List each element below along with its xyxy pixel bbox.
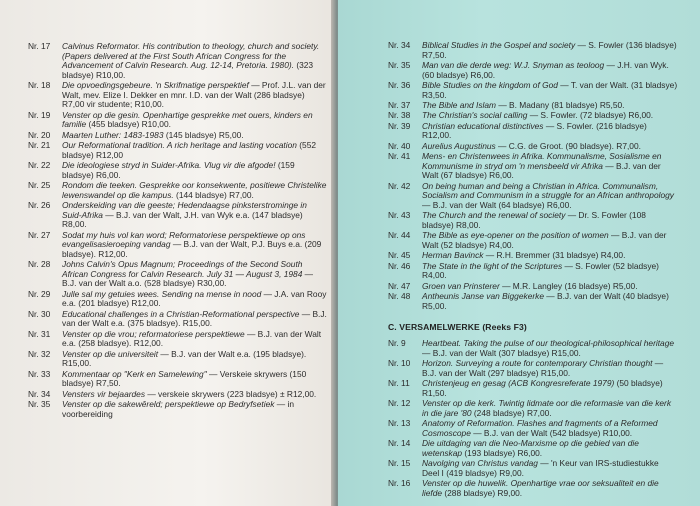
entry-text	[422, 251, 678, 261]
entry-number: Nr. 18	[28, 80, 51, 91]
entry-details: (552 bladsye) R12,00	[62, 140, 317, 160]
entry-details: — J.H. van Wyk. (60 bladsye) R6,00.	[422, 59, 669, 80]
entry-text	[62, 141, 328, 160]
entry-title: The State in the light of the Scriptures	[422, 260, 563, 271]
catalog-entry	[388, 111, 678, 121]
entry-details: (144 bladsye) R7,00.	[173, 189, 254, 200]
entry-text	[62, 161, 328, 180]
catalog-entry	[388, 182, 678, 211]
catalog-entry	[388, 81, 678, 100]
entry-details: — C.G. de Groot. (90 bladsye). R7,00.	[495, 140, 641, 151]
entry-number: Nr. 22	[28, 160, 51, 171]
entry-number: Nr. 45	[388, 250, 411, 261]
entry-details: — in voorbereiding	[62, 399, 294, 419]
entry-text	[62, 81, 328, 110]
entry-title: Vensters vir bejaardes	[62, 388, 146, 399]
entry-number: Nr. 33	[28, 368, 51, 379]
entry-number: Nr. 30	[28, 308, 51, 319]
entry-number: Nr. 41	[388, 151, 411, 162]
entry-title: Die opvoedingsgebeure. 'n Skrifmatige perspektief	[62, 80, 249, 91]
entry-number: Nr. 25	[28, 180, 51, 191]
entry-text	[422, 41, 678, 60]
catalog-entry	[28, 42, 328, 80]
catalog-entry	[388, 282, 678, 292]
catalog-entry	[388, 439, 678, 458]
entry-title: Johns Calvin's Opus Magnum; Proceedings of the Second South African Congress for Calvin Research. July 31 — August 3, 1984	[62, 259, 303, 279]
catalog-entry	[388, 339, 678, 358]
entry-number: Nr. 29	[28, 288, 51, 299]
entry-details: — B.J. van der Walt e.a. (375 bladsye). R15,00.	[62, 308, 327, 329]
entry-title: Die ideologiese stryd in Suider-Afrika. Vlug vir die afgode!	[62, 160, 276, 171]
entry-details: — B.J. van der Walt (64 bladsye) R6,00.	[422, 199, 572, 210]
catalog-entry	[388, 459, 678, 478]
catalog-entry	[388, 152, 678, 181]
entry-number: Nr. 14	[388, 438, 411, 449]
catalog-entry	[388, 399, 678, 418]
entry-details: — 'n Keur van IRS-studiestukke Deel I (419 bladsye) R9,00.	[422, 458, 659, 478]
entry-text	[62, 370, 328, 389]
entry-number: Nr. 47	[388, 280, 411, 291]
entry-details: (288 bladsye) R9,00.	[442, 487, 523, 498]
entry-number: Nr. 11	[388, 378, 410, 389]
entry-details: — R.H. Bremmer (31 bladsye) R4,00.	[483, 250, 626, 261]
entry-title: Herman Bavinck	[422, 250, 484, 261]
entry-number: Nr. 17	[28, 41, 51, 51]
entry-number: Nr. 48	[388, 291, 411, 301]
entry-text	[62, 131, 328, 141]
catalog-entry	[28, 161, 328, 180]
entry-title: Maarten Luther: 1483-1983	[62, 129, 164, 140]
entry-number: Nr. 42	[388, 180, 411, 191]
entry-number: Nr. 37	[388, 99, 411, 110]
catalog-entry	[28, 201, 328, 230]
entry-text	[422, 211, 678, 230]
entry-text	[62, 350, 328, 369]
catalog-entry	[388, 41, 678, 60]
entry-text	[62, 390, 328, 400]
entry-number: Nr. 9	[388, 338, 406, 349]
entry-text	[422, 182, 678, 211]
entry-text	[422, 439, 678, 458]
entry-number: Nr. 15	[388, 458, 411, 469]
catalog-entry	[388, 251, 678, 261]
catalog-entry	[388, 231, 678, 250]
entry-number: Nr. 35	[388, 59, 411, 70]
right-page	[338, 0, 700, 506]
entry-details: (145 bladsye) R5,00.	[163, 129, 244, 140]
entry-title: Navolging van Christus vandag	[422, 458, 538, 469]
entry-text	[62, 290, 328, 309]
entry-text	[62, 310, 328, 329]
entry-title: Sodat my huis vol kan word; Reformatoriese perspektiewe op ons evangelisasieroeping vandag	[62, 229, 306, 250]
entry-details: — J.A. van Rooy e.a. (201 bladsye) R12,00.	[62, 288, 327, 309]
entry-text	[422, 101, 678, 111]
entry-details: — B.J. van der Walt, J.H. van Wyk e.a. (147 bladsye) R8,00.	[62, 209, 303, 230]
entry-text	[422, 111, 678, 121]
entry-details: — Prof. J.L. van der Walt, mev. Elize I. Dekker en mnr. I.D. van der Walt (286 bladsye) R7,00 vir studente; R10,00.	[62, 80, 326, 110]
entry-details: — B.J. van der Walt, P.J. Buys e.a. (209 bladsye). R12,00.	[62, 239, 322, 259]
entry-details: — S. Fowler (136 bladsye) R7,50.	[422, 40, 677, 60]
entry-text	[62, 260, 328, 289]
entry-title: Julle sal my getuies wees. Sending na mense in nood	[62, 288, 262, 299]
entry-number: Nr. 36	[388, 79, 411, 90]
entry-details: — Dr. S. Fowler (108 bladsye) R8,00.	[422, 210, 646, 230]
catalog-entry	[388, 262, 678, 281]
entry-number: Nr. 20	[28, 129, 51, 140]
entry-number: Nr. 19	[28, 109, 51, 120]
entry-title: Venster op die sakewêreld; perspektiewe op Bedryfsetiek	[62, 399, 275, 410]
entry-number: Nr. 43	[388, 210, 411, 221]
entry-details: — B.J. van der Walt (297 bladsye) R15,00.	[422, 358, 664, 378]
entry-title: Die uitdaging van die Neo-Marxisme op die gebied van die wetenskap	[422, 438, 639, 458]
entry-number: Nr. 21	[28, 140, 51, 151]
entry-number: Nr. 27	[28, 229, 51, 240]
entry-title: The Bible and Islam	[422, 99, 497, 110]
entry-number: Nr. 12	[388, 398, 411, 409]
entry-number: Nr. 35	[28, 399, 51, 410]
catalog-entry	[28, 81, 328, 110]
entry-text	[422, 282, 678, 292]
entry-details: — S. Fowler. (72 bladsye) R6,00.	[527, 110, 654, 121]
entry-title: Calvinus Reformator. His contribution to theology, church and society. (Papers delivered at the First South African Congress for the Advancement of Calvin Research. Aug. 12-14, Pretoria. 1980).	[62, 41, 320, 71]
entry-details: — B.J. van der Walt (542 bladsye) R10,00.	[470, 427, 633, 438]
catalog-entry	[388, 142, 678, 152]
entry-details: — S. Fowler (52 bladsye) R4,00.	[422, 260, 659, 281]
entry-details: (50 bladsye) R1,50.	[422, 378, 663, 398]
entry-title: Rondom die teeken. Gesprekke oor konsekwente, positiewe Christelike lewenswandel op die kampus.	[62, 180, 327, 200]
entry-title: Venster op die huwelik. Openhartige vrae oor seksualiteit en die liefde	[422, 478, 659, 498]
entry-text	[422, 292, 678, 311]
entry-title: Man van die derde weg: W.J. Snyman as teoloog	[422, 59, 605, 70]
entry-number: Nr. 44	[388, 230, 411, 241]
entry-details: — B.J. van der Walt (67 bladsye) R6,00.	[422, 160, 661, 181]
catalog-entry	[28, 390, 328, 400]
catalog-entry	[28, 111, 328, 130]
entry-text	[422, 339, 678, 358]
entry-title: Antheunis Janse van Biggekerke	[422, 291, 544, 301]
entry-text	[62, 400, 328, 419]
entry-number: Nr. 38	[388, 110, 411, 121]
catalog-entry	[28, 350, 328, 369]
entry-text	[422, 479, 678, 498]
entry-title: Anatomy of Reformation. Flashes and fragments of a Reformed Cosmoscope	[422, 418, 658, 438]
entry-details: (455 bladsye) R10,00.	[86, 119, 171, 130]
entry-number: Nr. 46	[388, 260, 411, 271]
entry-title: Heartbeat. Taking the pulse of our theological-philosophical heritage	[422, 338, 675, 349]
entry-number: Nr. 39	[388, 120, 411, 131]
entry-number: Nr. 31	[28, 328, 51, 339]
entry-title: The Bible as eye-opener on the position of women	[422, 230, 609, 241]
entry-text	[62, 231, 328, 260]
entry-details: — B.J. van der Walt (307 bladsye) R15,00.	[422, 347, 581, 358]
entry-title: Christenjeug en gesag (ACB Kongresreferate 1979)	[422, 378, 615, 389]
entry-details: (248 bladsye) R7,00.	[471, 407, 552, 418]
catalog-entry	[388, 359, 678, 378]
entry-text	[422, 379, 678, 398]
entry-text	[422, 81, 678, 100]
entry-title: Mens- en Christenwees in Afrika. Kommunalisme, Sosialisme en Kommunisme in stryd om 'n mensbeeld vir Afrika	[422, 151, 662, 171]
catalog-entry	[28, 310, 328, 329]
entry-number: Nr. 13	[388, 418, 411, 429]
entry-number: Nr. 34	[28, 388, 51, 399]
entry-details: — B.J. van der Walt e.a. (195 bladsye). R15,00.	[62, 348, 307, 369]
entry-details: (193 bladsye) R6,00.	[462, 447, 543, 458]
catalog-entry	[388, 419, 678, 438]
entry-title: Kommentaar op "Kerk en Samelewing"	[62, 368, 207, 379]
catalog-entry	[388, 292, 678, 311]
catalog-entry	[28, 370, 328, 389]
entry-number: Nr. 40	[388, 140, 411, 151]
entry-title: Venster op die universiteit	[62, 348, 159, 359]
catalog-entry	[28, 260, 328, 289]
entry-details: — B.J. van der Walt (40 bladsye) R5,00.	[422, 291, 669, 311]
entry-title: The Christian's social calling	[422, 110, 528, 121]
entry-text	[422, 359, 678, 378]
entry-title: Educational challenges in a Christian-Reformational perspective	[62, 308, 300, 319]
entry-details: (159 bladsye) R6,00.	[62, 160, 295, 180]
catalog-entry	[388, 122, 678, 141]
entry-details: — B.J. van der Walt a.o. (528 bladsye) R30,00.	[62, 268, 314, 289]
entry-number: Nr. 28	[28, 259, 51, 270]
catalog-entry	[388, 479, 678, 498]
entry-number: Nr. 10	[388, 358, 411, 369]
entry-details: — Verskeie skrywers (150 bladsye) R7,50.	[62, 368, 307, 389]
entry-details: — T. van der Walt. (31 bladsye) R3,50.	[422, 79, 678, 100]
catalog-entry	[28, 330, 328, 349]
entry-details: — B.J. van der Walt e.a. (258 bladsye). R12,00.	[62, 328, 322, 349]
left-page	[0, 0, 338, 506]
entry-details: — S. Fowler. (216 bladsye) R12,00.	[422, 120, 647, 141]
entry-text	[422, 262, 678, 281]
entry-number: Nr. 32	[28, 348, 51, 359]
catalog-entry	[388, 211, 678, 230]
entry-title: Aurelius Augustinus	[422, 140, 496, 151]
entry-title: On being human and being a Christian in Africa. Communalism, Socialism and Communism in a struggle for an African anthropology	[422, 180, 674, 201]
entry-title: Venster op die kerk. Twintig lidmate oor die reformasie van die kerk in die jare '80	[422, 398, 672, 418]
entry-number: Nr. 34	[388, 40, 411, 50]
entry-text	[422, 419, 678, 438]
entry-text	[422, 142, 678, 152]
entry-number: Nr. 26	[28, 200, 51, 211]
entry-text	[422, 152, 678, 181]
entry-text	[422, 231, 678, 250]
catalog-entry	[28, 141, 328, 160]
entry-title: Biblical Studies in the Gospel and society	[422, 40, 576, 50]
entry-text	[422, 61, 678, 80]
entry-title: The Church and the renewal of society	[422, 210, 566, 221]
catalog-entry	[28, 131, 328, 141]
entry-title: Our Reformational tradition. A rich heritage and lasting vocation	[62, 140, 297, 151]
entry-text	[62, 181, 328, 200]
entry-details: — M.R. Langley (16 bladsye) R5,00.	[499, 280, 638, 291]
section-heading: C. VERSAMELWERKE (Reeks F3)	[388, 322, 527, 333]
catalog-entry	[388, 61, 678, 80]
catalog-entry	[28, 400, 328, 419]
entry-details: — B. Madany (81 bladsye) R5,50.	[496, 99, 625, 110]
entry-text	[62, 330, 328, 349]
entry-title: Groen van Prinsterer	[422, 280, 500, 291]
entry-details: — B.J. van der Walt (52 bladsye) R4,00.	[422, 230, 667, 250]
catalog-entry	[28, 231, 328, 260]
entry-text	[422, 399, 678, 418]
catalog-entry	[28, 181, 328, 200]
entry-details: — verskeie skrywers (223 bladsye) ± R12,00.	[145, 388, 317, 399]
catalog-entry	[388, 101, 678, 111]
entry-title: Horizon. Surveying a route for contemporary Christian thought	[422, 358, 653, 369]
entry-title: Venster op die vrou; reformatoriese perspektiewe	[62, 328, 245, 339]
entry-title: Christian educational distinctives	[422, 120, 544, 131]
catalog-entry	[388, 379, 678, 398]
entry-title: Onderskeiding van die geeste; Hedendaagse pinksterstrominge in Suid-Afrika	[62, 200, 307, 220]
entry-title: Venster op die gesin. Openhartige gesprekke met ouers, kinders en familie	[62, 109, 313, 130]
entry-text	[62, 111, 328, 130]
entry-number: Nr. 16	[388, 478, 411, 489]
entry-details: (323 bladsye) R10,00.	[62, 60, 314, 80]
entry-text	[62, 42, 328, 80]
entry-text	[422, 122, 678, 141]
entry-text	[62, 201, 328, 230]
entry-text	[422, 459, 678, 478]
catalog-entry	[28, 290, 328, 309]
entry-title: Bible Studies on the kingdom of God	[422, 79, 558, 90]
